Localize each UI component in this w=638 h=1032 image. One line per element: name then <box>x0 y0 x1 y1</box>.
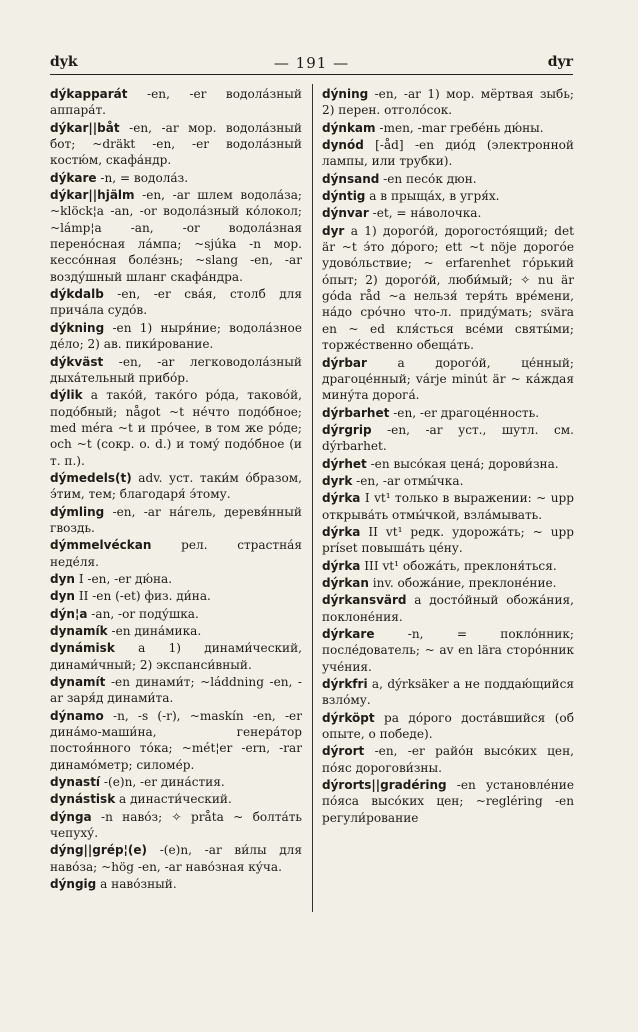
dictionary-entry <box>322 422 574 455</box>
running-head-right: dyr <box>547 54 573 70</box>
entry-headword: dýrköpt <box>322 710 375 725</box>
dictionary-entry <box>50 809 302 842</box>
entry-headword: dýnga <box>50 809 92 824</box>
entry-headword: dynód <box>322 138 364 153</box>
entry-headword: dýnkam <box>322 120 376 135</box>
entry-headword: dýrgrip <box>322 422 372 437</box>
entry-definition: -(e)n, -er дина́стия. <box>100 775 225 790</box>
entry-definition: -en высо́кая цена́; дорови́зна. <box>366 456 559 471</box>
column-divider <box>312 84 313 912</box>
dictionary-entry <box>50 876 302 892</box>
entry-definition: -men, -mar гребе́нь дю́ны. <box>375 120 544 135</box>
entry-definition: a 1) динами́ческий, динами́чный; 2) экспанси́вный. <box>50 641 302 672</box>
entry-headword: dýlik <box>50 388 83 403</box>
dictionary-entry <box>322 120 574 136</box>
dictionary-entry <box>322 676 574 709</box>
entry-definition: -en, -ar 1) мор. мёртвая зыбь; 2) перен. отголо́сок. <box>322 87 574 118</box>
entry-definition: -en, -ar легководола́зный дыха́тельный прибо́р. <box>50 354 302 385</box>
dictionary-entry <box>322 405 574 421</box>
entry-headword: dýkar||båt <box>50 120 120 135</box>
dictionary-entry <box>322 626 574 675</box>
dictionary-entry <box>50 537 302 570</box>
entry-headword: dýkapparát <box>50 87 128 101</box>
entry-definition: a, dýrksäker a не поддаю́щийся взло́му. <box>322 677 574 708</box>
entry-headword: dýkväst <box>50 354 104 369</box>
entry-headword: dýnsand <box>322 171 380 186</box>
entry-headword: dýmling <box>50 504 105 519</box>
entry-headword: dýngig <box>50 877 97 892</box>
running-head-left: dyk <box>50 54 78 70</box>
entry-headword: dýkare <box>50 170 97 185</box>
dictionary-entry <box>322 777 574 826</box>
entry-headword: dýn¦a <box>50 606 88 621</box>
entry-definition: a дорого́й, це́нный; драгоце́нный; várje minút är ~ ка́ждая мину́та дорога́. <box>322 355 574 403</box>
entry-definition: -en динами́т; ~láddning -en, -ar заря́д динами́та. <box>50 675 302 706</box>
entry-definition: -n, -s (-r), ~maskín -en, -er дина́мо-маши́на, генера́тор постоя́нного то́ка; ~mét¦er -ern, -rar динамо́метр; силоме́р. <box>50 708 302 772</box>
entry-headword: dýrkare <box>322 627 375 641</box>
dictionary-entry <box>322 223 574 354</box>
entry-headword: dýrbar <box>322 355 367 370</box>
entry-headword: dýrkfri <box>322 677 368 692</box>
entry-headword: dýkdalb <box>50 287 104 302</box>
entry-headword: dýmmelvéckan <box>50 538 152 553</box>
entry-headword: dynastí <box>50 775 101 790</box>
dictionary-entry <box>50 504 302 537</box>
dictionary-entry <box>322 355 574 404</box>
entry-definition: a в прыща́х, в угря́х. <box>365 189 500 204</box>
entry-definition: -an, -or поду́шка. <box>87 606 199 621</box>
entry-definition: -en, -er сва́я, столб для прича́ла судо́в. <box>50 287 302 318</box>
entry-definition: inv. обожа́ние, преклоне́ние. <box>368 575 557 590</box>
entry-definition: [-åd] -en дио́д (электронной лампы, или трубки). <box>322 138 574 169</box>
entry-definition: III vt¹ обожа́ть, преклоня́ться. <box>360 558 557 573</box>
entry-headword: dýrkan <box>322 575 369 590</box>
right-column <box>322 86 574 826</box>
entry-headword: dýkar||hjälm <box>50 188 135 203</box>
entry-definition: -n, = покло́нник; после́дователь; ~ av en lära сторо́нник уче́ния. <box>322 627 574 674</box>
page-number: — 191 — <box>273 54 350 72</box>
page-header <box>50 54 573 74</box>
dictionary-entry <box>50 86 302 119</box>
entry-definition: a 1) дорого́й, дорогосто́ящий; det är ~t э́то до́рого; ett ~t nöje дорого́е удово́льствие; ~ erfarenhet го́рький о́пыт; 2) дорого́й, люби́мый; ✧ nu är góda råd ~a нельзя́ теря́ть вре́мени, на́до сро́чно что-л. приду́мать; svära en ~ ed кля́сться все́ми святы́ми; торже́ственно обеща́ть. <box>322 223 574 353</box>
entry-definition: adv. уст. таки́м о́бразом, э́тим, тем; благодаря́ э́тому. <box>50 470 302 502</box>
dictionary-entry <box>50 470 302 503</box>
left-column <box>50 86 302 893</box>
dictionary-entry <box>50 187 302 285</box>
dictionary-entry <box>322 710 574 743</box>
entry-definition: -et, = на́волочка. <box>368 206 482 221</box>
entry-headword: dyrk <box>322 473 353 488</box>
dictionary-entry <box>50 606 302 622</box>
entry-definition: -en, -ar уст., шутл. см. dýrbarhet. <box>322 422 574 454</box>
entry-headword: dýrka <box>322 491 361 506</box>
entry-headword: dýmedels(t) <box>50 470 132 485</box>
dictionary-entry <box>322 558 574 574</box>
dictionary-entry <box>322 490 574 523</box>
entry-headword: dýning <box>322 87 369 101</box>
entry-headword: dýrkansvärd <box>322 593 407 608</box>
dictionary-entry <box>50 170 302 186</box>
dictionary-entry <box>50 708 302 773</box>
entry-definition: -(e)n, -ar ви́лы для наво́за; ~hög -en, -ar наво́зная ку́ча. <box>50 843 302 874</box>
dictionary-entry <box>322 456 574 472</box>
entry-headword: dýkning <box>50 320 105 335</box>
entry-headword: dynamík <box>50 624 108 638</box>
dictionary-entry <box>50 286 302 319</box>
entry-definition: -en, -ar отмы́чка. <box>352 473 464 488</box>
entry-definition: a тако́й, тако́го ро́да, таково́й, подо́бный; något ~t не́что подо́бное; med méra ~t и про́чее, в том же ро́де; och ~t (сокр. o. d.) и тому́ подо́бное (и т. п.). <box>50 388 302 468</box>
entry-definition: a досто́йный обожа́ния, поклоне́ния. <box>322 593 574 624</box>
dictionary-entry <box>322 171 574 187</box>
entry-definition: -en установле́ние по́яса высо́ких цен; ~regléring -en регули́рование <box>322 778 574 825</box>
dictionary-entry <box>50 120 302 169</box>
entry-definition: -en песо́к дюн. <box>379 171 477 186</box>
entry-headword: dýrka <box>322 558 361 573</box>
entry-headword: dýng||grép¦(e) <box>50 843 148 858</box>
entry-headword: dynástisk <box>50 792 116 807</box>
entry-headword: dynámisk <box>50 641 115 656</box>
entry-definition: -en, -er райо́н высо́ких цен, по́яс дорогови́зны. <box>322 744 574 775</box>
header-rule <box>50 74 573 75</box>
dictionary-entry <box>322 86 574 119</box>
dictionary-entry <box>322 743 574 776</box>
entry-definition: pa до́рого доста́вшийся (об опыте, о победе). <box>322 710 574 742</box>
entry-definition: a династи́ческий. <box>115 792 232 807</box>
dictionary-entry <box>50 387 302 469</box>
entry-headword: dýrka <box>322 524 361 539</box>
entry-definition: I -en, -er дю́на. <box>74 571 173 586</box>
dictionary-entry <box>50 774 302 790</box>
dictionary-entry <box>50 588 302 604</box>
entry-definition: I vt¹ только в выражении: ~ upp открыва́ть отмы́чкой, взла́мывать. <box>322 491 574 522</box>
entry-headword: dýrort <box>322 744 365 759</box>
entry-definition: II -en (-et) физ. ди́на. <box>74 589 211 604</box>
dictionary-entry <box>322 592 574 625</box>
dictionary-entry <box>50 640 302 673</box>
entry-definition: -n, = водола́з. <box>96 170 189 185</box>
entry-definition: рел. страстна́я неде́ля. <box>50 538 302 569</box>
entry-headword: dýrbarhet <box>322 405 390 420</box>
dictionary-entry <box>50 623 302 639</box>
dictionary-entry <box>50 842 302 875</box>
entry-headword: dýntig <box>322 189 366 204</box>
entry-headword: dyn <box>50 571 75 586</box>
entry-definition: II vt¹ редк. удорожа́ть; ~ upp príset повыша́ть це́ну. <box>322 524 574 556</box>
dictionary-entry <box>322 137 574 170</box>
entry-definition: -en 1) ныря́ние; водола́зное де́ло; 2) ав. пики́рование. <box>50 320 302 352</box>
dictionary-entry <box>50 571 302 587</box>
dictionary-entry <box>50 320 302 353</box>
entry-headword: dýnvar <box>322 206 369 221</box>
entry-headword: dýrhet <box>322 456 367 471</box>
dictionary-entry <box>50 674 302 707</box>
entry-definition: -en, -ar мор. водола́зный бот; ~dräkt -en, -er водола́зный костю́м, скафа́ндр. <box>50 120 302 168</box>
entry-definition: a наво́зный. <box>96 877 177 892</box>
entry-headword: dyr <box>322 223 345 238</box>
dictionary-entry <box>322 188 574 204</box>
entry-headword: dýrorts||gradéring <box>322 778 447 793</box>
entry-definition: -en, -ar шлем водола́за; ~klöck¦a -an, -or водола́зный ко́локол; ~lámp¦a -an, -or водола́зная перено́сная ла́мпа; ~sjúka -n мор. кессо́нная боле́знь; ~slang -en, -ar возду́шный шланг скафа́ндра. <box>50 188 302 284</box>
dictionary-entry <box>322 205 574 221</box>
dictionary-entry <box>322 524 574 557</box>
entry-definition: -en, -ar на́гель, деревя́нный гвоздь. <box>50 504 302 535</box>
entry-headword: dyn <box>50 589 75 604</box>
entry-definition: -n наво́з; ✧ pråta ~ болта́ть чепуху́. <box>50 809 302 841</box>
dictionary-entry <box>322 473 574 489</box>
entry-headword: dýnamo <box>50 708 104 723</box>
entry-headword: dynamít <box>50 675 106 690</box>
dictionary-entry <box>50 354 302 387</box>
entry-definition: -en, -er водола́зный аппара́т. <box>50 87 302 118</box>
dictionary-entry <box>50 791 302 807</box>
entry-definition: -en, -er драгоце́нность. <box>389 405 540 420</box>
dictionary-entry <box>322 575 574 591</box>
entry-definition: -en дина́мика. <box>107 624 202 638</box>
